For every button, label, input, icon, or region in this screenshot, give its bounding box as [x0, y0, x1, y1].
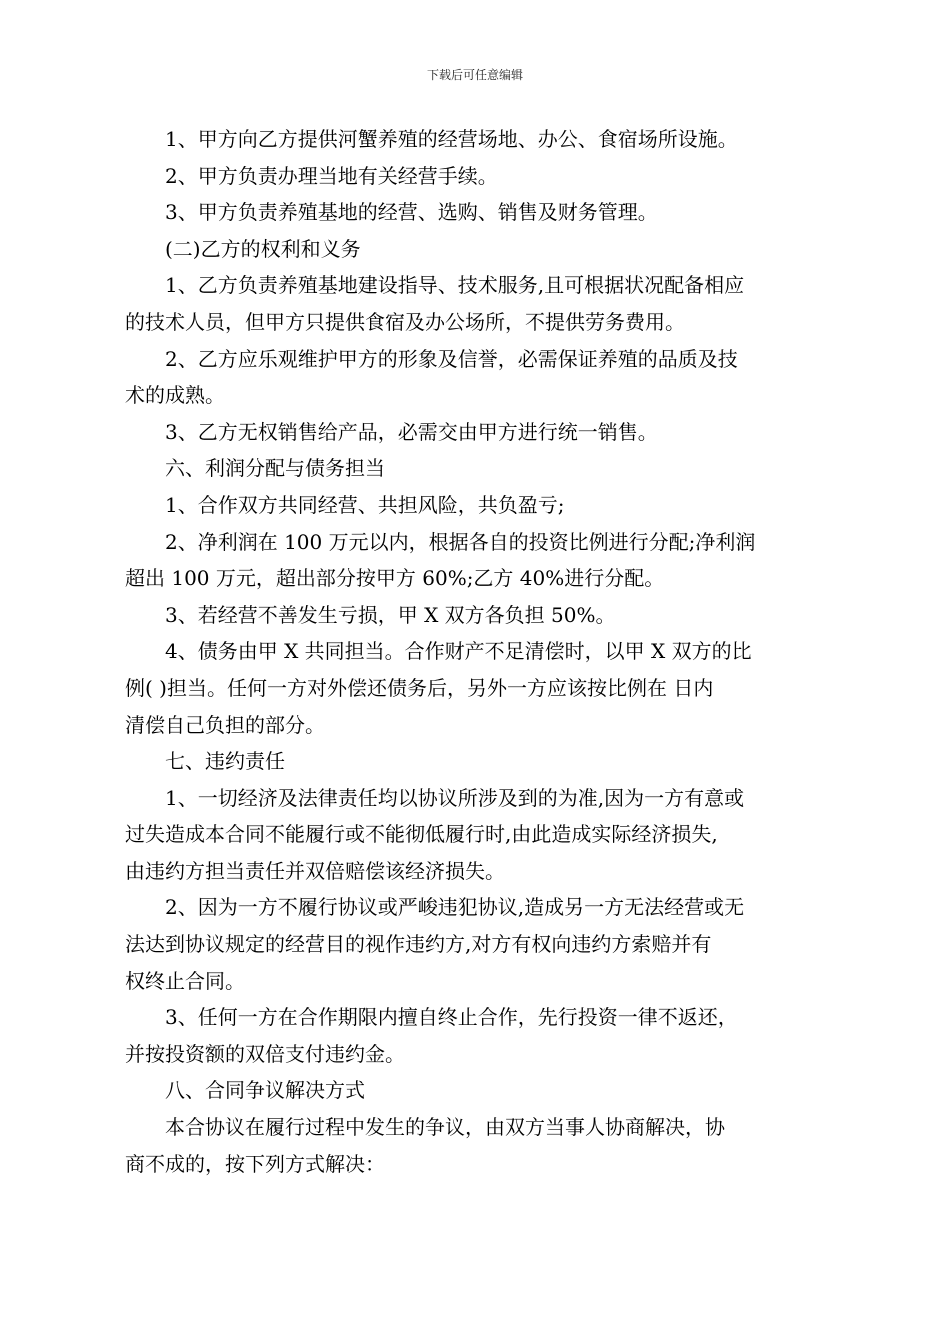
text-line: 本合协议在履行过程中发生的争议，由双方当事人协商解决，协	[165, 1115, 725, 1140]
text-line: 并按投资额的双倍支付违约金。	[125, 1041, 405, 1066]
text-line: 3、任何一方在合作期限内擅自终止合作，先行投资一律不返还，	[165, 1005, 738, 1030]
paragraph	[145, 487, 807, 524]
text-line: 八、合同争议解决方式	[165, 1078, 365, 1103]
text-line: 的技术人员，但甲方只提供食宿及办公场所，不提供劳务费用。	[125, 309, 685, 334]
text-line: 3、若经营不善发生亏损，甲 X 双方各负担 50%。	[165, 602, 616, 627]
text-line: 1、一切经济及法律责任均以协议所涉及到的为准,因为一方有意或	[165, 785, 745, 810]
paragraph	[145, 743, 807, 780]
paragraph	[125, 999, 807, 1072]
text-line: 4、债务由甲 X 共同担当。合作财产不足清偿时，以甲 X 双方的比	[165, 639, 752, 664]
page-header: 下载后可任意编辑	[426, 68, 523, 82]
text-line: 法达到协议规定的经营目的视作违约方,对方有权向违约方索赔并有	[125, 932, 712, 957]
paragraph	[145, 450, 807, 487]
paragraph	[125, 633, 807, 743]
document-body	[125, 121, 807, 1182]
text-line: 1、合作双方共同经营、共担风险，共负盈亏;	[165, 492, 565, 517]
text-line: (二)乙方的权利和义务	[165, 236, 361, 261]
text-line: 2、因为一方不履行协议或严峻违犯协议,造成另一方无法经营或无	[165, 895, 745, 920]
paragraph	[125, 889, 807, 999]
text-line: 2、净利润在 100 万元以内，根据各自的投资比例进行分配;净利润	[165, 529, 756, 554]
paragraph	[125, 267, 807, 340]
paragraph	[125, 524, 807, 597]
paragraph	[145, 597, 807, 634]
text-line: 3、甲方负责养殖基地的经营、选购、销售及财务管理。	[165, 200, 658, 225]
paragraph	[145, 1072, 807, 1109]
paragraph	[125, 780, 807, 890]
text-line: 过失造成本合同不能履行或不能彻低履行时,由此造成实际经济损失,	[125, 822, 718, 847]
text-line: 1、乙方负责养殖基地建设指导、技术服务,且可根据状况配备相应	[165, 273, 745, 298]
text-line: 例( )担当。任何一方对外偿还债务后，另外一方应该按比例在 日内	[125, 675, 714, 700]
text-line: 权终止合同。	[125, 968, 245, 993]
paragraph	[145, 231, 807, 268]
paragraph	[125, 341, 807, 414]
paragraph	[125, 1109, 807, 1182]
text-line: 3、乙方无权销售给产品，必需交由甲方进行统一销售。	[165, 419, 658, 444]
text-line: 由违约方担当责任并双倍赔偿该经济损失。	[125, 858, 505, 883]
text-line: 六、利润分配与债务担当	[165, 456, 385, 481]
text-line: 超出 100 万元，超出部分按甲方 60%;乙方 40%进行分配。	[125, 566, 665, 591]
text-line: 术的成熟。	[125, 383, 225, 408]
text-line: 1、甲方向乙方提供河蟹养殖的经营场地、办公、食宿场所设施。	[165, 127, 738, 151]
paragraph	[145, 414, 807, 451]
paragraph	[145, 194, 807, 231]
paragraph	[145, 158, 807, 195]
text-line: 2、乙方应乐观维护甲方的形象及信誉，必需保证养殖的品质及技	[165, 346, 738, 371]
text-line: 七、违约责任	[165, 749, 285, 774]
paragraph	[145, 121, 807, 158]
text-line: 清偿自己负担的部分。	[125, 712, 325, 737]
text-line: 商不成的，按下列方式解决：	[125, 1151, 385, 1176]
text-line: 2、甲方负责办理当地有关经营手续。	[165, 163, 498, 188]
